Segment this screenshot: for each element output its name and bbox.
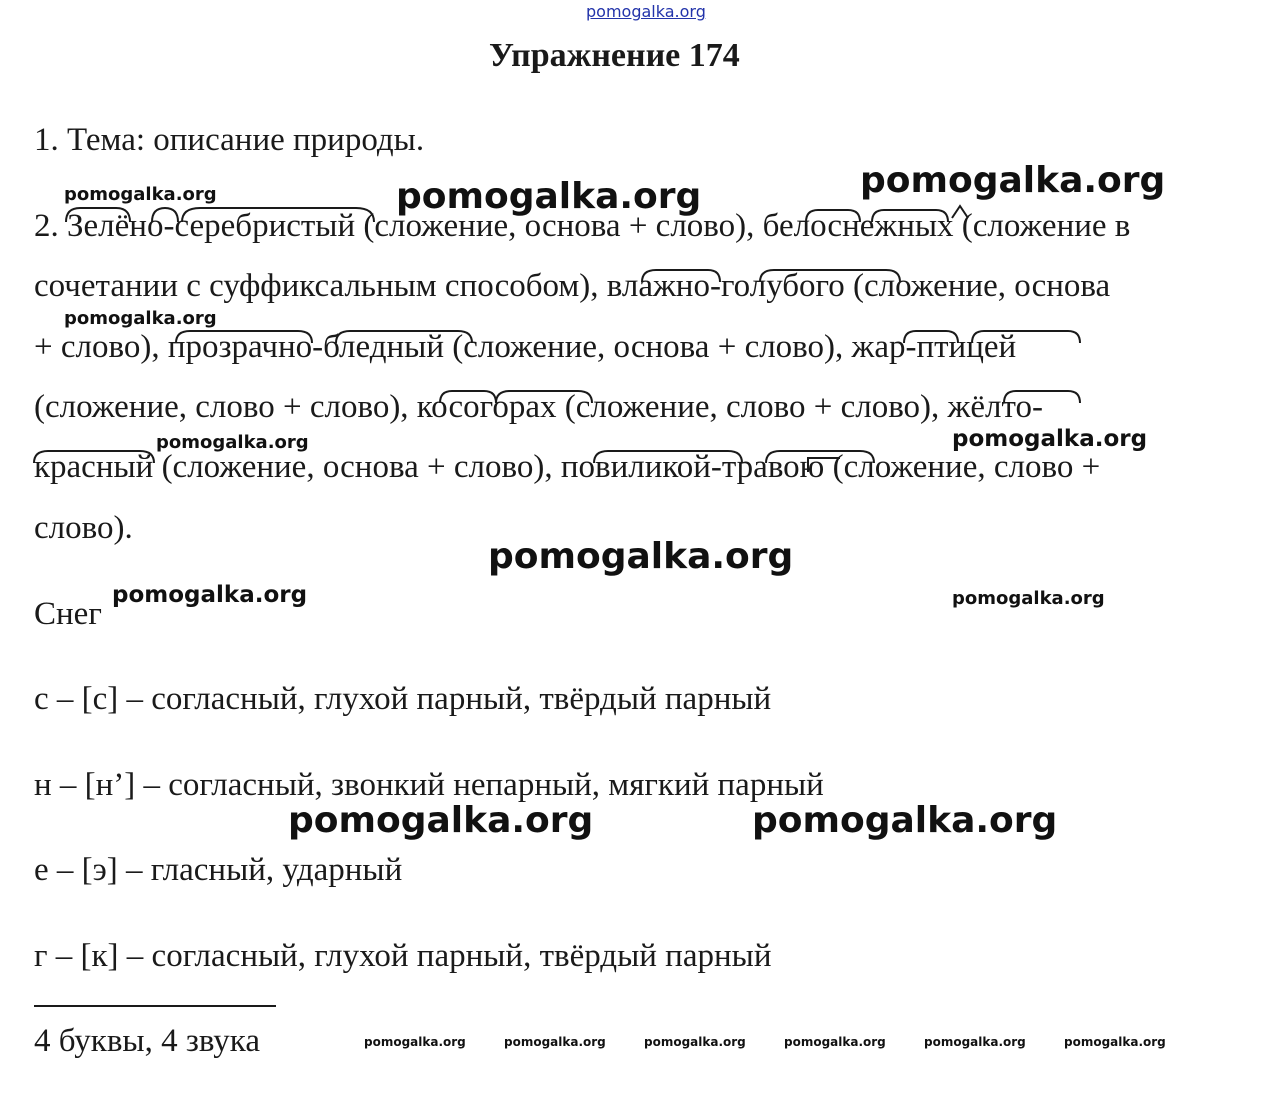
- root-arc: [34, 451, 154, 463]
- item2-line-2: сочетании с суффиксальным способом), влажно-голубого (сложение, основа: [34, 268, 1111, 304]
- summary-text: 4 буквы, 4 звука: [34, 1023, 260, 1059]
- item2-line-1: 2. Зелёно-серебристый (сложение, основа + слово), белоснежных (сложение в: [34, 208, 1131, 244]
- watermark-text: pomogalka.org: [396, 176, 702, 217]
- watermark-text: pomogalka.org: [784, 1035, 886, 1049]
- watermark-text: pomogalka.org: [952, 426, 1148, 452]
- phonetic-line-1: с – [с] – согласный, глухой парный, твёрдый парный: [34, 681, 772, 717]
- root-arc: [66, 208, 130, 222]
- suffix-mark: [952, 206, 968, 218]
- root-arc: [496, 391, 592, 403]
- root-arc: [642, 270, 720, 282]
- watermark-text: pomogalka.org: [288, 800, 594, 841]
- watermark-text: pomogalka.org: [64, 308, 217, 329]
- watermark-text: pomogalka.org: [64, 184, 217, 205]
- prefix-mark: [808, 458, 840, 472]
- watermark-text: pomogalka.org: [112, 582, 308, 608]
- watermark-text: pomogalka.org: [1064, 1035, 1166, 1049]
- watermark-text: pomogalka.org: [860, 160, 1166, 201]
- watermark-text: pomogalka.org: [752, 800, 1058, 841]
- root-arc: [872, 210, 948, 222]
- watermark-text: pomogalka.org: [364, 1035, 466, 1049]
- root-arc: [972, 331, 1080, 343]
- watermark-text: pomogalka.org: [952, 588, 1105, 609]
- phonetic-line-4: г – [к] – согласный, глухой парный, твёрдый парный: [34, 938, 772, 974]
- item2-line-4: (сложение, слово + слово), косогорах (сложение, слово + слово), жёлто-: [34, 389, 1043, 425]
- root-arc: [336, 331, 472, 343]
- page-title: Упражнение 174: [489, 37, 740, 74]
- root-arc: [152, 208, 178, 222]
- watermark-text: pomogalka.org: [504, 1035, 606, 1049]
- root-arc: [176, 331, 312, 343]
- watermark-text: pomogalka.org: [156, 432, 309, 453]
- root-arc: [440, 391, 496, 403]
- analysis-word: Снег: [34, 596, 102, 632]
- item2-line-3: + слово), прозрачно-бледный (сложение, основа + слово), жар-птицей: [34, 329, 1017, 365]
- root-arc: [1004, 391, 1080, 403]
- root-arc: [182, 208, 374, 222]
- site-link-top[interactable]: pomogalka.org: [586, 2, 706, 21]
- item-theme: 1. Тема: описание природы.: [34, 122, 425, 158]
- item2-line-6: слово).: [34, 510, 133, 546]
- root-arc: [760, 270, 900, 282]
- watermark-text: pomogalka.org: [488, 536, 794, 577]
- root-arc: [904, 331, 958, 343]
- item2-line-5: красный (сложение, основа + слово), повиликой-травою (сложение, слово +: [34, 449, 1101, 485]
- phonetic-line-2: н – [н’] – согласный, звонкий непарный, мягкий парный: [34, 767, 824, 803]
- watermark-text: pomogalka.org: [644, 1035, 746, 1049]
- phonetic-line-3: е – [э] – гласный, ударный: [34, 852, 403, 888]
- root-arc: [594, 451, 742, 463]
- watermark-text: pomogalka.org: [924, 1035, 1026, 1049]
- root-arc: [806, 210, 860, 222]
